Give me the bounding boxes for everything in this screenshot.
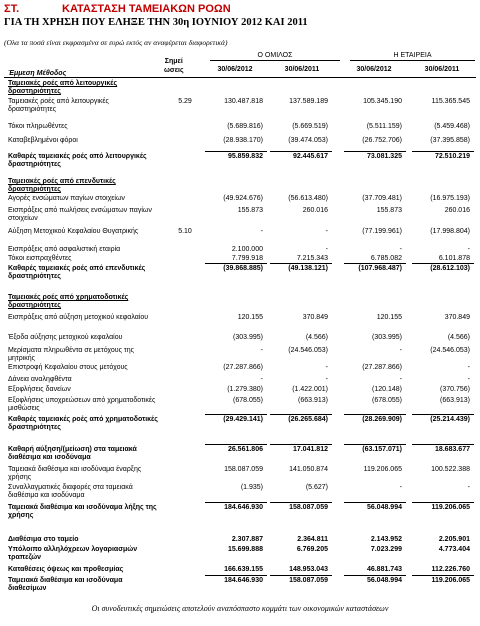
group-2012-value: (27.287.866) xyxy=(223,364,263,371)
notes-column-header xyxy=(164,57,184,75)
header-rule xyxy=(4,77,476,78)
row-label: Τόκοι εισπραχθέντες xyxy=(8,255,72,262)
company-2011-value: (5.459.468) xyxy=(434,123,470,130)
company-2011-value: - xyxy=(467,246,470,253)
company-2011-value: 6.101.878 xyxy=(438,255,470,262)
company-2012-value: - xyxy=(399,246,402,253)
group-2011-value: - xyxy=(325,376,328,383)
group-2011-value: (5.669.519) xyxy=(292,123,328,130)
group-header-label: Ο ΟΜΙΛΟΣ xyxy=(257,52,293,59)
group-2012-value: - xyxy=(260,376,263,383)
row-label: Ταμειακές ροές από λειτουργικές δραστηριότητες xyxy=(8,98,109,113)
group-2012-value: 120.155 xyxy=(237,314,263,321)
company-2011-value: (370.756) xyxy=(440,386,470,393)
row-label: Δάνεια αναληφθέντα xyxy=(8,376,72,383)
group-2011-value: 370.849 xyxy=(302,314,328,321)
row-label: Αγορές ενσώματων παγίων στοιχείων xyxy=(8,195,125,202)
total-rule xyxy=(270,502,332,503)
company-2011-value: (24.546.053) xyxy=(430,347,470,354)
group-2012-value: 184.646.930 xyxy=(224,577,263,584)
total-rule xyxy=(205,502,267,503)
group-2012-value: (28.938.170) xyxy=(223,137,263,144)
row-label: Μερίσματα πληρωθέντα σε μετόχους της μητρικής xyxy=(8,347,134,362)
row-label: Εισπράξεις από αύξηση μετοχικού κεφαλαίου xyxy=(8,314,149,321)
total-rule xyxy=(412,575,474,576)
company-2012-value: (5.511.159) xyxy=(366,123,402,130)
company-2011-value: (25.214.439) xyxy=(430,416,470,423)
company-2012-value: 6.785.082 xyxy=(370,255,402,262)
group-2011-value: 158.087.059 xyxy=(289,577,328,584)
company-2012-value: 46.881.743 xyxy=(366,566,402,573)
row-label: Ταμειακές ροές από χρηματοδοτικές δραστηριότητες xyxy=(8,294,129,309)
total-rule xyxy=(412,414,474,415)
group-2012-value: (49.924.676) xyxy=(223,195,263,202)
company-2012-value: 2.143.952 xyxy=(370,536,402,543)
total-rule xyxy=(270,414,332,415)
company-2012-value: - xyxy=(399,376,402,383)
company-2011-value: 260.016 xyxy=(444,207,470,214)
company-2011-value: 112.226.760 xyxy=(431,566,470,573)
group-2012-value: (1.279.380) xyxy=(227,386,263,393)
group-2011-value: (5.627) xyxy=(305,484,328,491)
group-2011-value: 137.589.189 xyxy=(289,98,328,105)
group-2011-value: (49.138.121) xyxy=(288,265,328,272)
total-rule xyxy=(412,263,474,264)
group-2011-value: 158.087.059 xyxy=(289,504,328,511)
currency-note: (Ολα τα ποσά είναι εκφρασμένα σε ευρώ εκτός αν αναφέρεται διαφορετικά) xyxy=(4,38,228,47)
company-2011-value: (4.566) xyxy=(447,334,470,341)
date-company-2011: 30/06/2011 xyxy=(424,66,460,73)
total-rule xyxy=(205,263,267,264)
section-code: ΣΤ. xyxy=(4,3,20,15)
company-2011-value: 18.683.677 xyxy=(434,446,470,453)
group-2012-value: (678.055) xyxy=(233,397,263,404)
company-2011-value: 119.206.065 xyxy=(431,504,470,511)
row-note-ref: 5.10 xyxy=(178,228,192,235)
company-2011-value: 100.522.388 xyxy=(431,466,470,473)
company-2012-value: (27.287.866) xyxy=(362,364,402,371)
group-2012-value: 15.699.888 xyxy=(227,546,263,553)
total-rule xyxy=(412,502,474,503)
row-label: Επιστροφή Κεφαλαίου στους μετόχους xyxy=(8,364,128,371)
company-2012-value: (678.055) xyxy=(372,397,402,404)
group-2011-value: 260.016 xyxy=(302,207,328,214)
row-label: Καταθέσεις όψεως και προθεσμίας xyxy=(8,566,124,573)
company-2011-value: 4.773.404 xyxy=(438,546,470,553)
row-label: Καταβεβλημένοι φόροι xyxy=(8,137,78,144)
company-2011-value: (17.998.804) xyxy=(430,228,470,235)
group-2012-value: (39.868.885) xyxy=(223,265,263,272)
group-2012-value: (1.935) xyxy=(240,484,263,491)
company-2011-value: 72.510.219 xyxy=(434,153,470,160)
company-2011-value: 119.206.065 xyxy=(431,577,470,584)
group-2011-value: (56.613.480) xyxy=(288,195,328,202)
group-2012-value: 95.859.832 xyxy=(227,153,263,160)
row-note-ref: 5.29 xyxy=(178,98,192,105)
company-2011-value: - xyxy=(467,376,470,383)
row-label: Εισπράξεις από ασφαλιστική εταιρία xyxy=(8,246,121,253)
group-2012-value: 155.873 xyxy=(237,207,263,214)
total-rule xyxy=(205,414,267,415)
date-group-2012: 30/06/2012 xyxy=(217,66,253,73)
group-2011-value: - xyxy=(325,228,328,235)
group-2011-value: 2.364.811 xyxy=(297,536,328,543)
company-2011-value: 2.205.901 xyxy=(438,536,470,543)
group-2012-value: 26.561.806 xyxy=(227,446,263,453)
group-header xyxy=(210,52,340,61)
company-2011-value: (28.612.103) xyxy=(430,265,470,272)
company-2011-value: (37.395.858) xyxy=(430,137,470,144)
group-2012-value: (5.689.816) xyxy=(227,123,263,130)
group-2012-value: 184.646.930 xyxy=(224,504,263,511)
company-2011-value: - xyxy=(467,484,470,491)
group-2012-value: 2.307.887 xyxy=(231,536,263,543)
group-2011-value: (4.566) xyxy=(305,334,328,341)
company-2012-value: (28.269.909) xyxy=(362,416,402,423)
company-2011-value: (16.975.193) xyxy=(430,195,470,202)
footer-note: Οι συνοδευτικές σημειώσεις αποτελούν αναπόσπαστο κομμάτι των οικονομικών καταστάσεων xyxy=(91,604,389,613)
group-2011-value: - xyxy=(325,364,328,371)
company-2012-value: (63.157.071) xyxy=(362,446,402,453)
group-2011-value: (39.474.053) xyxy=(288,137,328,144)
total-rule xyxy=(270,151,332,152)
total-rule xyxy=(344,444,406,445)
company-2012-value: (26.752.706) xyxy=(362,137,402,144)
company-2012-value: - xyxy=(399,347,402,354)
row-label: Καθαρή αύξηση/(μείωση) στα ταμειακά διαθέσιμα και ισοδύναμα xyxy=(8,446,137,461)
group-2011-value: (663.913) xyxy=(298,397,328,404)
company-2012-value: (37.709.481) xyxy=(362,195,402,202)
group-2012-value: 130.487.818 xyxy=(224,98,263,105)
total-rule xyxy=(344,575,406,576)
total-rule xyxy=(270,444,332,445)
company-2011-value: 115.365.545 xyxy=(431,98,470,105)
group-2011-value: 148.953.043 xyxy=(289,566,328,573)
total-rule xyxy=(270,263,332,264)
company-2011-value: 370.849 xyxy=(444,314,470,321)
company-2012-value: (120.148) xyxy=(372,386,402,393)
total-rule xyxy=(205,151,267,152)
group-2011-value: 7.215.343 xyxy=(296,255,328,262)
company-header-label: Η ΕΤΑΙΡΕΙΑ xyxy=(393,52,432,59)
row-label: Διαθέσιμα στο ταμείο xyxy=(8,536,79,543)
row-label: Εξοφλήσεις υποχρεώσεων από χρηματοδοτικές μισθώσεις xyxy=(8,397,156,412)
company-2012-value: - xyxy=(399,484,402,491)
group-2012-value: - xyxy=(260,347,263,354)
statement-subtitle: ΓΙΑ ΤΗ ΧΡΗΣΗ ΠΟΥ ΕΛΗΞΕ ΤΗΝ 30η ΙΟΥΝΙΟΥ 2012 ΚΑΙ 2011 xyxy=(4,17,308,28)
total-rule xyxy=(412,444,474,445)
row-label: Ταμειακές ροές από λειτουργικές δραστηριότητες xyxy=(8,80,118,95)
row-label: Αύξηση Μετοχικού Κεφαλαίου Θυγατρικής xyxy=(8,228,139,235)
company-2012-value: 120.155 xyxy=(376,314,402,321)
section-title-text: ΚΑΤΑΣΤΑΣΗ ΤΑΜΕΙΑΚΩΝ ΡΟΩΝ xyxy=(62,3,231,15)
company-2012-value: (77.199.961) xyxy=(362,228,402,235)
company-2012-value: (303.995) xyxy=(372,334,402,341)
company-2011-value: - xyxy=(467,364,470,371)
group-2011-value: 17.041.812 xyxy=(292,446,328,453)
group-2012-value: 2.100.000 xyxy=(231,246,263,253)
group-2011-value: 6.769.205 xyxy=(296,546,328,553)
row-label: Υπόλοιπο αλληλόχρεων λογαριασμών τραπεζών xyxy=(8,546,138,561)
row-label: Εισπράξεις από πωλήσεις ενσώματων παγίων στοιχείων xyxy=(8,207,152,222)
group-2011-value: (26.265.684) xyxy=(288,416,328,423)
company-2012-value: 73.081.325 xyxy=(366,153,402,160)
total-rule xyxy=(270,575,332,576)
group-2012-value: (303.995) xyxy=(233,334,263,341)
group-2012-value: (29.429.141) xyxy=(223,416,263,423)
group-2012-value: 158.087.059 xyxy=(224,466,263,473)
total-rule xyxy=(344,151,406,152)
row-label: Καθαρές ταμειακές ροές από λειτουργικές δραστηριότητες xyxy=(8,153,147,168)
total-rule xyxy=(205,575,267,576)
company-2012-value: 56.048.994 xyxy=(366,504,402,511)
company-header xyxy=(350,52,475,61)
group-2011-value: (1.422.001) xyxy=(292,386,328,393)
company-2012-value: 56.048.994 xyxy=(366,577,402,584)
group-2011-value: 92.445.617 xyxy=(292,153,328,160)
company-2012-value: 7.023.299 xyxy=(370,546,402,553)
group-2012-value: 7.799.918 xyxy=(231,255,263,262)
row-label: Ταμειακές ροές από επενδυτικές δραστηριότητες xyxy=(8,178,116,193)
row-label: Εξοφλήσεις δανείων xyxy=(8,386,71,393)
date-company-2012: 30/06/2012 xyxy=(356,66,392,73)
section-title xyxy=(4,3,231,15)
row-label: Τόκοι πληρωθέντες xyxy=(8,123,68,130)
total-rule xyxy=(412,151,474,152)
row-label: Καθαρές ταμειακές ροές από επενδυτικές δραστηριότητες xyxy=(8,265,146,280)
row-label: Καθαρές ταμειακές ροές από χρηματοδοτικές δραστηριότητες xyxy=(8,416,158,431)
row-label: Ταμειακά διαθέσιμα και ισοδύναμα λήξης της χρήσης xyxy=(8,504,157,519)
company-2012-value: 105.345.190 xyxy=(363,98,402,105)
total-rule xyxy=(344,414,406,415)
group-2011-value: 141.050.874 xyxy=(289,466,328,473)
row-label: Συναλλαγματικές διαφορές στα ταμειακά διαθέσιμα και ισοδύναμα xyxy=(8,484,133,499)
row-label: Ταμειακά διαθέσιμα και ισοδύναμα διαθεσίμων xyxy=(8,577,123,592)
group-2012-value: - xyxy=(260,228,263,235)
method-label: Έμμεση Μέθοδος xyxy=(8,70,67,77)
date-group-2011: 30/06/2011 xyxy=(284,66,320,73)
notes-column-label: Σημεί ωσεις xyxy=(164,58,184,74)
total-rule xyxy=(344,263,406,264)
company-2011-value: (663.913) xyxy=(440,397,470,404)
row-label: Έξοδα αύξησης μετοχικού κεφαλαίου xyxy=(8,334,123,341)
company-2012-value: 119.206.065 xyxy=(363,466,402,473)
group-2011-value: (24.546.053) xyxy=(288,347,328,354)
total-rule xyxy=(344,502,406,503)
group-2012-value: 166.639.155 xyxy=(224,566,263,573)
company-2012-value: 155.873 xyxy=(376,207,402,214)
total-rule xyxy=(205,444,267,445)
row-label: Ταμειακά διαθέσιμα και ισοδύναμα έναρξης χρήσης xyxy=(8,466,142,481)
group-2011-value: - xyxy=(325,246,328,253)
company-2012-value: (107.968.487) xyxy=(358,265,402,272)
